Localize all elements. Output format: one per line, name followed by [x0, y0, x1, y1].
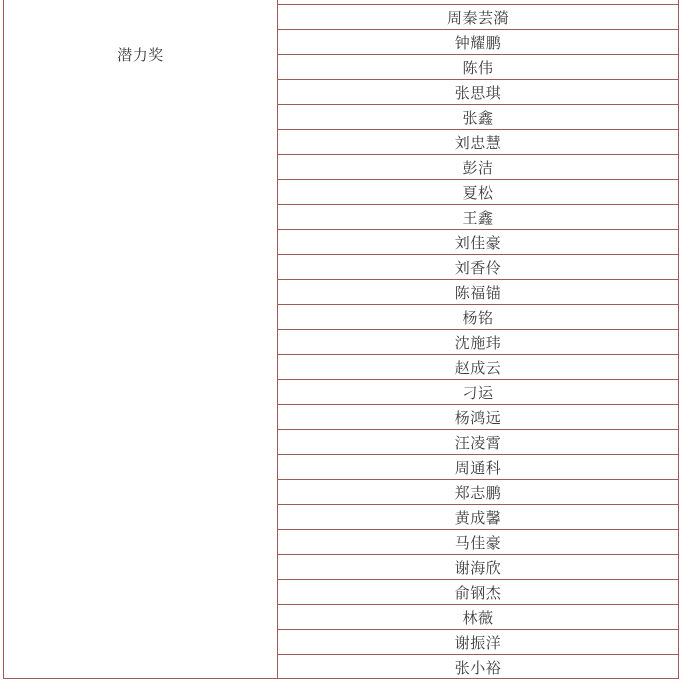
name-row: 谢海欣 [278, 554, 678, 579]
names-column [278, 0, 678, 678]
name-row: 陈福锚 [278, 279, 678, 304]
name-row: 俞钢杰 [278, 579, 678, 604]
name-row: 郑志鹏 [278, 479, 678, 504]
name-row: 谢振洋 [278, 629, 678, 654]
category-label: 潜力奖 [117, 46, 164, 64]
name-row: 杨铭 [278, 304, 678, 329]
name-row: 刘香伶 [278, 254, 678, 279]
name-row: 刘忠慧 [278, 129, 678, 154]
name-row: 张思琪 [278, 79, 678, 104]
name-row: 赵成云 [278, 354, 678, 379]
name-row: 刘佳豪 [278, 229, 678, 254]
name-row: 杨鸿远 [278, 404, 678, 429]
name-row: 黄成馨 [278, 504, 678, 529]
name-row: 沈施玮 [278, 329, 678, 354]
name-row: 林薇 [278, 604, 678, 629]
name-row: 张小裕 [278, 654, 678, 679]
name-row: 张鑫 [278, 104, 678, 129]
award-table [3, 0, 679, 679]
name-row: 钟耀鹏 [278, 29, 678, 54]
name-row: 马佳豪 [278, 529, 678, 554]
name-row: 周秦芸漪 [278, 4, 678, 29]
name-row: 周通科 [278, 454, 678, 479]
name-row: 王鑫 [278, 204, 678, 229]
name-row: 陈伟 [278, 54, 678, 79]
name-row: 彭洁 [278, 154, 678, 179]
name-row: 汪凌霄 [278, 429, 678, 454]
category-cell [4, 0, 278, 678]
name-row: 夏松 [278, 179, 678, 204]
name-row: 刁运 [278, 379, 678, 404]
